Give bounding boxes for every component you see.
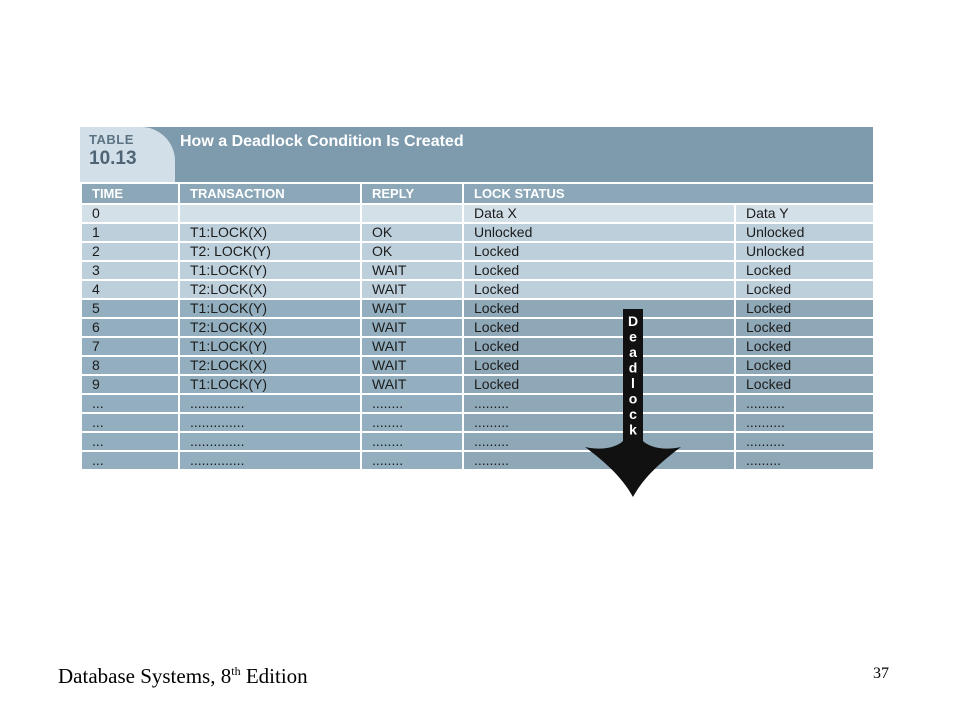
cell-reply: WAIT [361,280,463,299]
cell-reply: ........ [361,394,463,413]
table-row [81,299,874,318]
cell-time: 3 [81,261,179,280]
cell-lock-status-y: .......... [735,432,874,451]
cell-time: 2 [81,242,179,261]
table-header-row [81,183,874,204]
cell-transaction: .............. [179,394,361,413]
cell-transaction [179,204,361,223]
cell-transaction: .............. [179,432,361,451]
cell-reply: ........ [361,432,463,451]
deadlock-label-letter: a [629,344,637,360]
table-row [81,261,874,280]
deadlock-label-letter: D [627,313,639,329]
cell-lock-status-x: ......... [463,413,735,432]
cell-transaction: .............. [179,451,361,470]
cell-lock-status-y: Unlocked [735,242,874,261]
cell-lock-status-y: .......... [735,394,874,413]
table-title-bar [80,127,873,182]
table-row [81,356,874,375]
table-row [81,337,874,356]
cell-time: ... [81,394,179,413]
cell-lock-status-x: Locked [463,356,735,375]
cell-time: ... [81,413,179,432]
cell-lock-status-x: Locked [463,318,735,337]
cell-transaction: T2:LOCK(X) [179,318,361,337]
cell-lock-status-y: Locked [735,318,874,337]
cell-lock-status-y: Locked [735,375,874,394]
cell-reply: ........ [361,413,463,432]
cell-lock-status-x: ......... [463,432,735,451]
table-row [81,413,874,432]
cell-reply: WAIT [361,356,463,375]
table-row [81,318,874,337]
cell-time: 9 [81,375,179,394]
deadlock-label-letter: k [629,421,637,438]
cell-transaction: T1:LOCK(Y) [179,261,361,280]
column-header-reply: REPLY [361,183,463,204]
cell-time: 5 [81,299,179,318]
table-row [81,375,874,394]
cell-transaction: T2: LOCK(Y) [179,242,361,261]
cell-lock-status-x: ......... [463,394,735,413]
deadlock-table-figure [80,127,873,497]
cell-lock-status-x: Locked [463,337,735,356]
cell-lock-status-y: Locked [735,299,874,318]
cell-time: 0 [81,204,179,223]
cell-lock-status-x: Unlocked [463,223,735,242]
footer-title-superscript: th [231,664,241,678]
footer-title-suffix: Edition [240,664,308,688]
cell-lock-status-y: Locked [735,337,874,356]
page-number: 37 [873,665,889,682]
column-header-transaction: TRANSACTION [179,183,361,204]
deadlock-label-letter: o [628,390,638,407]
cell-time: 7 [81,337,179,356]
cell-transaction: T1:LOCK(X) [179,223,361,242]
cell-reply [361,204,463,223]
deadlock-label-letter: c [629,406,637,422]
table-row [81,280,874,299]
cell-time: 8 [81,356,179,375]
cell-lock-status-y: Locked [735,356,874,375]
cell-lock-status-y: Locked [735,280,874,299]
cell-lock-status-x: Locked [463,280,735,299]
cell-transaction: T2:LOCK(X) [179,280,361,299]
cell-reply: ........ [361,451,463,470]
cell-lock-status-y: .......... [735,413,874,432]
cell-time: 1 [81,223,179,242]
table-number-tab [80,127,175,182]
cell-reply: WAIT [361,337,463,356]
lock-status-table [80,182,875,471]
cell-time: ... [81,451,179,470]
cell-time: ... [81,432,179,451]
cell-lock-status-x: ......... [463,451,735,470]
column-header-time: TIME [81,183,179,204]
cell-lock-status-x: Locked [463,299,735,318]
footer-title-prefix: Database Systems, 8 [58,664,232,688]
cell-transaction: T1:LOCK(Y) [179,375,361,394]
cell-lock-status-y: ......... [735,451,874,470]
table-title: How a Deadlock Condition Is Created [180,133,464,150]
deadlock-label-letter: e [629,328,637,345]
table-row [81,242,874,261]
cell-reply: OK [361,242,463,261]
cell-transaction: T1:LOCK(Y) [179,299,361,318]
cell-time: 6 [81,318,179,337]
footer-book-title [58,664,308,689]
deadlock-arrow-icon [585,309,681,497]
cell-lock-status-x: Locked [463,242,735,261]
cell-lock-status-x: Data X [463,204,735,223]
deadlock-label-letter: d [628,359,638,376]
table-row [81,223,874,242]
cell-lock-status-x: Locked [463,261,735,280]
cell-transaction: T2:LOCK(X) [179,356,361,375]
cell-transaction: .............. [179,413,361,432]
cell-lock-status-x: Locked [463,375,735,394]
table-tag-number: 10.13 [89,148,137,169]
table-row [81,394,874,413]
cell-time: 4 [81,280,179,299]
cell-reply: WAIT [361,318,463,337]
table-tag-label: TABLE [89,132,134,147]
cell-lock-status-y: Unlocked [735,223,874,242]
cell-transaction: T1:LOCK(Y) [179,337,361,356]
cell-lock-status-y: Data Y [735,204,874,223]
cell-reply: WAIT [361,375,463,394]
cell-reply: WAIT [361,299,463,318]
column-header-lock-status: LOCK STATUS [463,183,874,204]
cell-lock-status-y: Locked [735,261,874,280]
cell-reply: WAIT [361,261,463,280]
cell-reply: OK [361,223,463,242]
deadlock-label-letter: l [631,375,635,391]
table-body [81,204,874,470]
table-row [81,204,874,223]
table-row [81,451,874,470]
table-row [81,432,874,451]
